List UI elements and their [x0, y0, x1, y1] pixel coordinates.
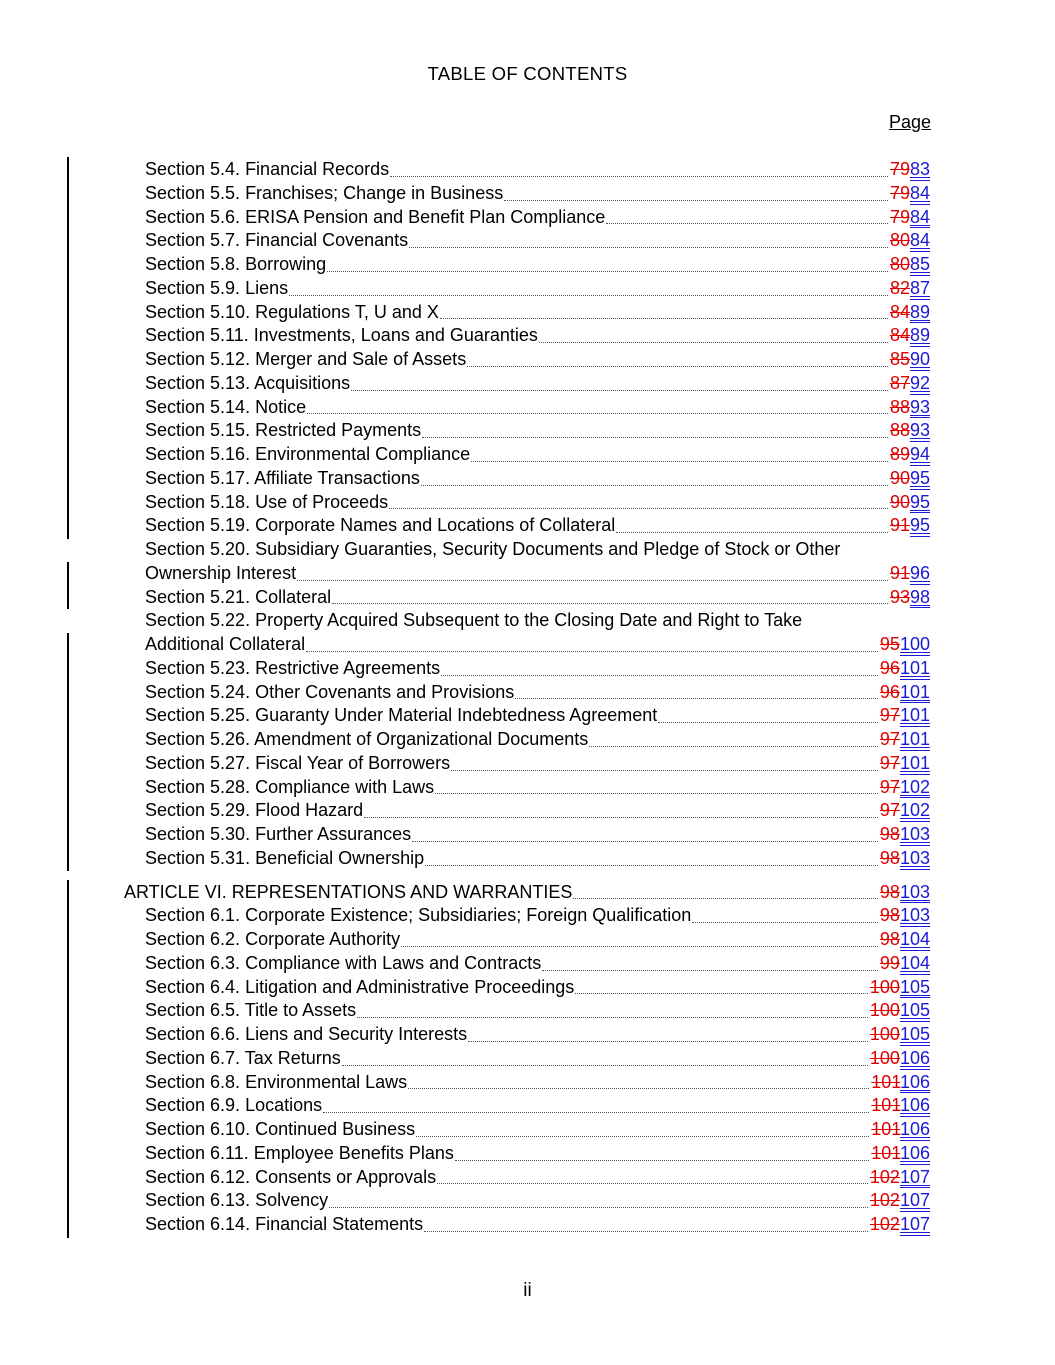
toc-title: TABLE OF CONTENTS — [427, 63, 628, 84]
deleted-page-number: 90 — [889, 491, 910, 512]
toc-entry-title: Section 6.14. Financial Statements — [145, 1214, 424, 1234]
toc-page-number[interactable] — [880, 823, 930, 847]
deleted-page-number: 88 — [889, 396, 910, 417]
deleted-page-number: 98 — [879, 881, 900, 902]
page-column-heading: Page — [888, 112, 931, 132]
toc-page-number[interactable] — [890, 514, 930, 538]
dot-leader — [437, 1182, 868, 1184]
toc-page-number[interactable] — [890, 324, 930, 348]
dot-leader — [297, 579, 888, 581]
toc-page-number[interactable] — [890, 562, 930, 586]
toc-page-number[interactable] — [890, 253, 930, 277]
toc-page-number[interactable] — [870, 999, 930, 1023]
toc-entry[interactable] — [0, 728, 1055, 752]
toc-entry[interactable] — [0, 586, 1055, 610]
deleted-page-number: 102 — [869, 1214, 900, 1234]
inserted-page-number[interactable]: 85 — [909, 254, 930, 274]
dot-leader — [573, 897, 878, 899]
toc-entry[interactable] — [0, 928, 1055, 952]
toc-page-number[interactable] — [870, 1189, 930, 1213]
dot-leader — [589, 745, 878, 747]
toc-entry-title: Section 5.23. Restrictive Agreements — [145, 657, 441, 678]
toc-entry[interactable] — [0, 324, 1055, 348]
toc-page-number[interactable] — [890, 301, 930, 325]
inserted-page-number[interactable]: 95 — [909, 515, 930, 536]
toc-entry-title: Section 6.10. Continued Business — [145, 1119, 416, 1139]
dot-leader — [351, 389, 888, 391]
toc-page-number[interactable] — [880, 752, 930, 776]
toc-entry[interactable] — [0, 514, 1055, 538]
inserted-page-number[interactable]: 103 — [899, 905, 930, 926]
dot-leader — [332, 602, 888, 604]
deleted-page-number: 87 — [889, 372, 910, 393]
dot-leader — [422, 436, 888, 438]
toc-entry[interactable] — [0, 206, 1055, 230]
toc-entry-title: Section 5.7. Financial Covenants — [145, 230, 409, 251]
toc-entry[interactable] — [0, 752, 1055, 776]
toc-entry-title: Section 5.9. Liens — [145, 277, 289, 298]
toc-entry[interactable] — [0, 443, 1055, 467]
toc-page-number[interactable] — [890, 229, 930, 253]
toc-entry[interactable] — [0, 776, 1055, 800]
dot-leader — [471, 460, 888, 462]
deleted-page-number: 97 — [879, 752, 900, 773]
deleted-page-number: 101 — [871, 1142, 900, 1163]
toc-entry[interactable] — [0, 976, 1055, 1000]
toc-entry[interactable] — [0, 823, 1055, 847]
dot-leader — [389, 507, 888, 509]
inserted-page-number[interactable]: 94 — [909, 444, 930, 464]
dot-leader — [412, 840, 878, 842]
inserted-page-number[interactable]: 102 — [899, 776, 930, 797]
dot-leader — [416, 1135, 869, 1137]
dot-leader — [401, 945, 878, 947]
inserted-page-number[interactable]: 84 — [909, 206, 930, 227]
toc-page-number[interactable] — [880, 928, 930, 952]
inserted-page-number[interactable]: 104 — [899, 929, 930, 949]
toc-entry-title: Section 5.27. Fiscal Year of Borrowers — [145, 752, 451, 773]
toc-page-number[interactable] — [880, 681, 930, 705]
inserted-page-number[interactable]: 92 — [909, 372, 930, 393]
deleted-page-number: 100 — [869, 1000, 900, 1021]
toc-entry-title: Section 5.30. Further Assurances — [145, 824, 412, 844]
deleted-page-number: 97 — [879, 800, 900, 821]
toc-entry-title: Section 5.18. Use of Proceeds — [145, 491, 389, 512]
dot-leader — [357, 1016, 868, 1018]
dot-leader — [329, 1206, 868, 1208]
toc-page-number[interactable] — [880, 847, 930, 871]
inserted-page-number[interactable]: 104 — [899, 952, 930, 973]
toc-entry-title-continued: Additional Collateral — [145, 634, 306, 654]
toc-entry[interactable] — [0, 681, 1055, 705]
dot-leader — [327, 270, 888, 272]
deleted-page-number: 96 — [879, 657, 900, 678]
toc-page-number[interactable] — [880, 904, 930, 928]
dot-leader — [440, 317, 888, 319]
deleted-page-number: 89 — [889, 444, 910, 464]
inserted-page-number[interactable]: 103 — [899, 881, 930, 902]
deleted-page-number: 100 — [869, 1024, 900, 1044]
inserted-page-number[interactable]: 106 — [899, 1142, 930, 1163]
toc-page-number[interactable] — [871, 1094, 930, 1118]
dot-leader — [515, 697, 878, 699]
toc-page-number[interactable] — [871, 1071, 930, 1095]
inserted-page-number[interactable]: 93 — [909, 420, 930, 441]
toc-page-number[interactable] — [880, 952, 930, 976]
toc-entry-title: Section 5.24. Other Covenants and Provisions — [145, 681, 515, 702]
toc-entry-title: Section 5.25. Guaranty Under Material Indebtedness Agreement — [145, 705, 658, 726]
toc-entry-title: Section 5.31. Beneficial Ownership — [145, 847, 425, 868]
toc-entry[interactable] — [0, 1142, 1055, 1166]
deleted-page-number: 93 — [889, 586, 910, 607]
toc-page-number[interactable] — [890, 491, 930, 515]
deleted-page-number: 101 — [871, 1071, 900, 1092]
toc-entry[interactable] — [0, 999, 1055, 1023]
deleted-page-number: 79 — [889, 159, 910, 179]
inserted-page-number[interactable]: 102 — [899, 800, 930, 821]
inserted-page-number[interactable]: 87 — [909, 277, 930, 298]
dot-leader — [539, 341, 888, 343]
toc-page-number[interactable] — [880, 728, 930, 752]
page-number-footer: ii — [523, 1280, 532, 1301]
toc-entry[interactable] — [0, 491, 1055, 515]
toc-entry-title: Section 5.29. Flood Hazard — [145, 800, 364, 821]
dot-leader — [616, 531, 888, 533]
deleted-page-number: 91 — [889, 515, 910, 536]
inserted-page-number[interactable]: 100 — [899, 634, 930, 654]
deleted-page-number: 100 — [869, 976, 900, 997]
deleted-page-number: 98 — [879, 905, 900, 926]
toc-entry-title: Section 5.10. Regulations T, U and X — [145, 301, 439, 322]
toc-entry[interactable] — [0, 372, 1055, 396]
dot-leader — [364, 816, 878, 818]
toc-entry-title: Section 5.15. Restricted Payments — [145, 420, 422, 441]
deleted-page-number: 97 — [879, 705, 900, 726]
inserted-page-number[interactable]: 101 — [899, 752, 930, 773]
toc-entry[interactable] — [0, 657, 1055, 681]
deleted-page-number: 95 — [879, 634, 900, 654]
toc-entry-title: Section 5.21. Collateral — [145, 586, 332, 607]
toc-page-number[interactable] — [890, 158, 930, 182]
deleted-page-number: 80 — [889, 254, 910, 274]
inserted-page-number[interactable]: 93 — [909, 396, 930, 417]
toc-entry[interactable] — [0, 396, 1055, 420]
inserted-page-number[interactable]: 106 — [899, 1119, 930, 1139]
deleted-page-number: 101 — [871, 1119, 900, 1139]
toc-entry[interactable] — [0, 1094, 1055, 1118]
toc-page-number[interactable] — [890, 419, 930, 443]
toc-entry-title-continued: Ownership Interest — [145, 562, 297, 583]
toc-entry[interactable] — [0, 419, 1055, 443]
inserted-page-number[interactable]: 105 — [899, 1024, 930, 1044]
toc-entry-title: Section 5.6. ERISA Pension and Benefit Plan Compliance — [145, 206, 606, 227]
toc-page-number[interactable] — [880, 799, 930, 823]
toc-page-number[interactable] — [890, 348, 930, 372]
toc-entry[interactable] — [0, 1189, 1055, 1213]
dot-leader — [606, 222, 888, 224]
toc-entry-title: Section 6.7. Tax Returns — [145, 1047, 341, 1068]
toc-page-number[interactable] — [870, 1166, 930, 1190]
inserted-page-number[interactable]: 83 — [909, 159, 930, 179]
inserted-page-number[interactable]: 89 — [909, 325, 930, 346]
toc-entry[interactable] — [0, 1071, 1055, 1095]
toc-entry-title: Section 5.26. Amendment of Organizational Documents — [145, 729, 589, 749]
inserted-page-number[interactable]: 101 — [899, 705, 930, 726]
toc-page-number[interactable] — [880, 657, 930, 681]
deleted-page-number: 101 — [871, 1095, 900, 1116]
toc-entry-title: Section 5.17. Affiliate Transactions — [145, 467, 420, 488]
dot-leader — [441, 674, 878, 676]
dot-leader — [451, 769, 878, 771]
inserted-page-number[interactable]: 84 — [909, 230, 930, 251]
toc-entry[interactable] — [0, 1047, 1055, 1071]
dot-leader — [306, 650, 878, 652]
toc-page-number[interactable] — [871, 1118, 930, 1142]
dot-leader — [658, 721, 878, 723]
inserted-page-number[interactable]: 101 — [899, 681, 930, 702]
dot-leader — [504, 199, 888, 201]
toc-page-number[interactable] — [890, 182, 930, 206]
deleted-page-number: 102 — [869, 1190, 900, 1211]
toc-entry[interactable] — [0, 348, 1055, 372]
dot-leader — [455, 1159, 869, 1161]
dot-leader — [342, 1064, 868, 1066]
toc-entry-title: Section 6.8. Environmental Laws — [145, 1071, 408, 1092]
dot-leader — [467, 365, 888, 367]
deleted-page-number: 80 — [889, 230, 910, 251]
toc-entry-title: Section 6.2. Corporate Authority — [145, 929, 401, 949]
inserted-page-number[interactable]: 98 — [909, 586, 930, 607]
deleted-page-number: 90 — [889, 467, 910, 488]
dot-leader — [425, 864, 878, 866]
dot-leader — [542, 969, 878, 971]
dot-leader — [575, 992, 868, 994]
toc-entry-title: Section 6.13. Solvency — [145, 1190, 329, 1211]
toc-entry-title: Section 6.1. Corporate Existence; Subsidiaries; Foreign Qualification — [145, 905, 692, 926]
toc-entry[interactable] — [0, 847, 1055, 871]
toc-entry-title: Section 5.14. Notice — [145, 396, 307, 417]
toc-entry-title: Section 6.4. Litigation and Administrative Proceedings — [145, 976, 575, 997]
toc-entry[interactable] — [0, 538, 1055, 586]
toc-entry[interactable] — [0, 253, 1055, 277]
toc-entry-title: Section 6.5. Title to Assets — [145, 1000, 357, 1021]
toc-entry[interactable] — [0, 799, 1055, 823]
inserted-page-number[interactable]: 105 — [899, 1000, 930, 1021]
deleted-page-number: 100 — [869, 1047, 900, 1068]
toc-page-number[interactable] — [871, 1142, 930, 1166]
toc-page-number[interactable] — [890, 372, 930, 396]
deleted-page-number: 98 — [879, 929, 900, 949]
toc-entry-title: Section 6.3. Compliance with Laws and Contracts — [145, 952, 542, 973]
toc-entry-title: Section 5.20. Subsidiary Guaranties, Security Documents and Pledge of Stock or Other — [145, 539, 841, 559]
toc-page-number[interactable] — [890, 396, 930, 420]
deleted-page-number: 79 — [889, 182, 910, 203]
inserted-page-number[interactable]: 106 — [899, 1047, 930, 1068]
toc-entry-title: Section 5.4. Financial Records — [145, 159, 390, 179]
toc-entry-title: Section 6.11. Employee Benefits Plans — [145, 1142, 454, 1163]
deleted-page-number: 79 — [889, 206, 910, 227]
toc-entry-title: Section 5.28. Compliance with Laws — [145, 776, 435, 797]
toc-page-number[interactable] — [890, 443, 930, 467]
dot-leader — [435, 792, 878, 794]
inserted-page-number[interactable]: 105 — [899, 976, 930, 997]
deleted-page-number: 97 — [879, 776, 900, 797]
toc-page-number[interactable] — [890, 277, 930, 301]
inserted-page-number[interactable]: 89 — [909, 301, 930, 322]
dot-leader — [692, 921, 878, 923]
deleted-page-number: 91 — [889, 562, 910, 583]
toc-entry[interactable] — [0, 467, 1055, 491]
toc-entry-title: Section 6.12. Consents or Approvals — [145, 1166, 437, 1187]
deleted-page-number: 98 — [879, 847, 900, 868]
deleted-page-number: 88 — [889, 420, 910, 441]
toc-entry-title: Section 5.16. Environmental Compliance — [145, 444, 471, 464]
deleted-page-number: 99 — [879, 952, 900, 973]
toc-entry[interactable] — [0, 301, 1055, 325]
toc-page-number[interactable] — [890, 586, 930, 610]
toc-entry-title: Section 6.9. Locations — [145, 1095, 323, 1116]
toc-page-number[interactable] — [880, 633, 930, 657]
toc-entry-title: Section 5.12. Merger and Sale of Assets — [145, 349, 467, 369]
dot-leader — [307, 412, 888, 414]
toc-entry-title: Section 6.6. Liens and Security Interests — [145, 1024, 468, 1044]
deleted-page-number: 82 — [889, 277, 910, 298]
toc-entry[interactable] — [0, 182, 1055, 206]
toc-entry[interactable] — [0, 609, 1055, 657]
deleted-page-number: 97 — [879, 729, 900, 749]
dot-leader — [409, 246, 888, 248]
toc-page-number[interactable] — [880, 704, 930, 728]
toc-entry[interactable] — [0, 1166, 1055, 1190]
deleted-page-number: 102 — [869, 1166, 900, 1187]
toc-entry[interactable] — [0, 904, 1055, 928]
inserted-page-number[interactable]: 96 — [909, 562, 930, 583]
toc-entry-title: Section 5.8. Borrowing — [145, 254, 327, 274]
toc-article-entry[interactable] — [0, 881, 1055, 905]
inserted-page-number[interactable]: 84 — [909, 182, 930, 203]
toc-entry[interactable] — [0, 277, 1055, 301]
toc-entry-title: Section 5.19. Corporate Names and Locations of Collateral — [145, 515, 616, 536]
dot-leader — [408, 1087, 869, 1089]
dot-leader — [323, 1111, 869, 1113]
toc-entry[interactable] — [0, 1213, 1055, 1237]
deleted-page-number: 85 — [889, 349, 910, 369]
toc-entry-title: ARTICLE VI. REPRESENTATIONS AND WARRANTIES — [124, 881, 573, 902]
toc-page-number[interactable] — [880, 776, 930, 800]
inserted-page-number[interactable]: 106 — [899, 1071, 930, 1092]
inserted-page-number[interactable]: 103 — [899, 824, 930, 844]
toc-page-number[interactable] — [870, 1023, 930, 1047]
dot-leader — [289, 294, 888, 296]
toc-entry-title: Section 5.22. Property Acquired Subsequent to the Closing Date and Right to Take — [145, 610, 803, 631]
toc-page-number[interactable] — [870, 1047, 930, 1071]
toc-page-number[interactable] — [870, 976, 930, 1000]
toc-entry-title: Section 5.5. Franchises; Change in Business — [145, 182, 504, 203]
inserted-page-number[interactable]: 107 — [899, 1214, 930, 1234]
inserted-page-number[interactable]: 107 — [899, 1166, 930, 1187]
toc-entry[interactable] — [0, 158, 1055, 182]
toc-page-number[interactable] — [880, 881, 930, 905]
toc-page-number[interactable] — [890, 206, 930, 230]
deleted-page-number: 84 — [889, 301, 910, 322]
inserted-page-number[interactable]: 101 — [899, 729, 930, 749]
dot-leader — [390, 175, 888, 177]
toc-entry[interactable] — [0, 1118, 1055, 1142]
deleted-page-number: 96 — [879, 681, 900, 702]
toc-entry[interactable] — [0, 952, 1055, 976]
toc-list — [0, 158, 1055, 1237]
toc-entry[interactable] — [0, 704, 1055, 728]
toc-page-number[interactable] — [870, 1213, 930, 1237]
dot-leader — [421, 484, 888, 486]
toc-entry-title: Section 5.11. Investments, Loans and Guaranties — [145, 325, 538, 346]
toc-entry-title: Section 5.13. Acquisitions — [145, 372, 351, 393]
inserted-page-number[interactable]: 106 — [899, 1095, 930, 1116]
dot-leader — [468, 1040, 868, 1042]
deleted-page-number: 84 — [889, 325, 910, 346]
toc-entry[interactable] — [0, 229, 1055, 253]
inserted-page-number[interactable]: 95 — [909, 467, 930, 488]
inserted-page-number[interactable]: 107 — [899, 1190, 930, 1211]
toc-page-number[interactable] — [890, 467, 930, 491]
deleted-page-number: 98 — [879, 824, 900, 844]
inserted-page-number[interactable]: 95 — [909, 491, 930, 512]
inserted-page-number[interactable]: 90 — [909, 349, 930, 369]
inserted-page-number[interactable]: 103 — [899, 847, 930, 868]
dot-leader — [424, 1230, 868, 1232]
inserted-page-number[interactable]: 101 — [899, 657, 930, 678]
toc-entry[interactable] — [0, 1023, 1055, 1047]
